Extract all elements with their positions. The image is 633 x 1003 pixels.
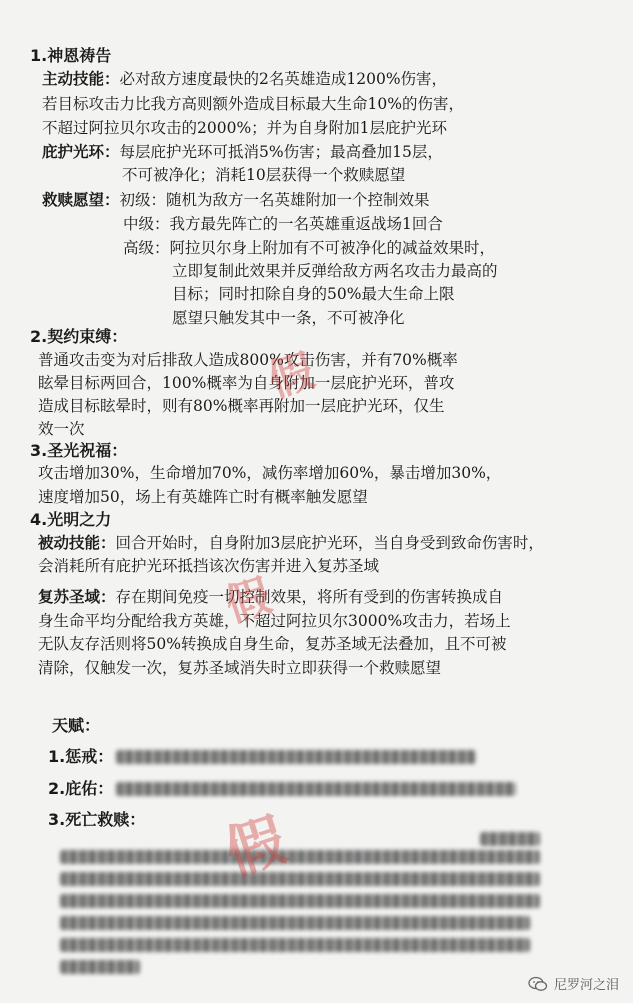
- section-2-title: 2.契约束缚：: [30, 327, 128, 346]
- halo-line-1: [42, 142, 443, 162]
- contract-line-4: 效一次: [38, 420, 85, 438]
- wish-line-6: 愿望只触发其中一条，不可被净化: [172, 309, 405, 327]
- wish-line-4: 立即复制此效果并反弹给敌方两名攻击力最高的: [172, 262, 498, 280]
- talent-3-redacted-4: [60, 916, 530, 930]
- active-skill-line-1: [42, 69, 447, 89]
- wish-line-3: 高级：阿拉贝尔身上附加有不可被净化的减益效果时，: [123, 239, 496, 257]
- passive-line-1: [38, 533, 544, 553]
- contract-line-2: 眩晕目标两回合，100%概率为自身附加一层庇护光环，普攻: [38, 374, 455, 392]
- talent-1-redacted: [116, 750, 476, 764]
- halo-text-1: 每层庇护光环可抵消5%伤害；最高叠加15层，: [119, 143, 443, 161]
- watermark-text: 尼罗河之泪: [553, 978, 619, 993]
- wechat-icon: [528, 976, 548, 992]
- wish-text-1: 初级：随机为敌方一名英雄附加一个控制效果: [119, 191, 430, 209]
- contract-line-3: 造成目标眩晕时，则有80%概率再附加一层庇护光环，仅生: [38, 397, 445, 415]
- contract-line-1: 普通攻击变为对后排敌人造成800%攻击伤害，并有70%概率: [38, 351, 458, 369]
- section-3-title: 3.圣光祝福：: [30, 441, 128, 460]
- section-4-title: 4.光明之力: [30, 510, 112, 529]
- halo-label: 庇护光环：: [42, 143, 120, 161]
- wish-line-5: 目标；同时扣除自身的50%最大生命上限: [172, 285, 455, 303]
- revive-text-1: 存在期间免疫一切控制效果，将所有受到的伤害转换成自: [115, 588, 504, 606]
- active-skill-line-3: 不超过阿拉贝尔攻击的2000%；并为自身附加1层庇护光环: [42, 119, 448, 137]
- talent-3-redacted-1: [60, 850, 540, 864]
- revive-line-2: 身生命平均分配给我方英雄，不超过阿拉贝尔3000%攻击力，若场上: [38, 612, 511, 630]
- wechat-watermark: [528, 974, 619, 993]
- wish-label: 救赎愿望：: [42, 191, 120, 209]
- talent-3-label: 3.死亡救赎：: [48, 810, 146, 829]
- revive-line-4: 清除，仅触发一次，复苏圣域消失时立即获得一个救赎愿望: [38, 659, 442, 677]
- wish-line-1: [42, 190, 430, 210]
- talent-3-redacted-6: [60, 960, 140, 974]
- revive-label: 复苏圣域：: [38, 588, 116, 606]
- talent-2-label: 2.庇佑：: [48, 779, 114, 798]
- halo-line-2: 不可被净化；消耗10层获得一个救赎愿望: [122, 166, 406, 184]
- wish-line-2: 中级：我方最先阵亡的一名英雄重返战场1回合: [123, 215, 443, 233]
- active-skill-text-1: 必对敌方速度最快的2名英雄造成1200%伤害，: [119, 70, 448, 88]
- passive-line-2: 会消耗所有庇护光环抵挡该次伤害并进入复苏圣域: [38, 557, 380, 575]
- active-skill-label: 主动技能：: [42, 70, 120, 88]
- talents-title: 天赋：: [52, 716, 101, 735]
- talent-3-redacted-5: [60, 938, 530, 952]
- fake-stamp-3: 假: [217, 805, 294, 889]
- talent-3-redacted-2: [60, 872, 540, 886]
- revive-line-3: 无队友存活则将50%转换成自身生命，复苏圣域无法叠加，且不可被: [38, 635, 507, 653]
- blessing-line-2: 速度增加50，场上有英雄阵亡时有概率触发愿望: [38, 488, 368, 506]
- section-1-title: 1.神恩祷告: [30, 46, 112, 65]
- passive-label: 被动技能：: [38, 534, 116, 552]
- blessing-line-1: 攻击增加30%，生命增加70%，减伤率增加60%，暴击增加30%，: [38, 464, 502, 482]
- passive-text-1: 回合开始时，自身附加3层庇护光环，当自身受到致命伤害时，: [115, 534, 544, 552]
- fake-stamp-1: 假: [262, 345, 321, 408]
- talent-1-label: 1.惩戒：: [48, 747, 114, 766]
- talent-3-redacted-3: [60, 894, 540, 908]
- active-skill-line-2: 若目标攻击力比我方高则额外造成目标最大生命10%的伤害，: [42, 95, 464, 113]
- talent-2-redacted: [116, 782, 516, 796]
- talent-3-redacted-tail: [480, 832, 540, 846]
- fake-stamp-2: 假: [219, 570, 278, 633]
